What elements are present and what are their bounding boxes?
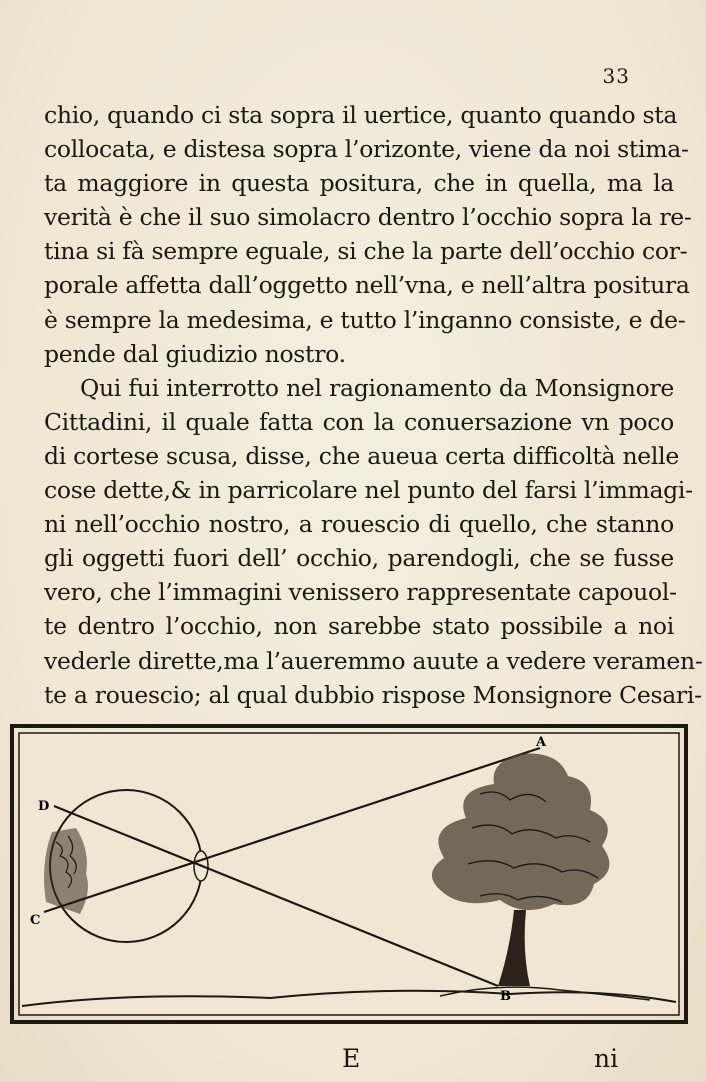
signature-mark: E [342,1044,361,1073]
text-line: cose dette,& in parricolare nel punto del farsi l’immagi- [44,476,693,505]
text-line: verità è che il suo simolacro dentro l’occhio sopra la re- [44,203,692,232]
text-line: vero, che l’immagini venissero rappresentate capouol- [44,578,677,607]
page-number: 33 [602,64,630,88]
text-line: pende dal giudizio nostro. [44,339,346,368]
text-line: chio, quando ci sta sopra il uertice, quanto quando sta [44,101,678,129]
text-line: Qui fui interrotto nel ragionamento da Monsignore [80,373,674,402]
text-line: te dentro l’occhio, non sarebbe stato possibile a noi [44,612,674,641]
label-c: C [30,913,41,928]
label-a: A [536,735,547,750]
text-line: è sempre la medesima, e tutto l’inganno consiste, e de- [44,305,686,334]
text-line: gli oggetti fuori dell’ occhio, parendogli, che se fusse [44,544,674,573]
body-text [44,98,703,712]
text-line: ni nell’occhio nostro, a rouescio di quello, che stanno [44,510,674,539]
text-line: di cortese scusa, disse, che aueua certa difficoltà nelle [44,441,679,470]
text-line: te a rouescio; al qual dubbio rispose Monsignore Cesari- [44,680,702,709]
woodcut-figure [10,724,688,1024]
label-d: D [38,799,50,814]
text-line: vederle dirette,ma l’aueremmo auute a vedere veramen- [44,646,703,675]
text-line: tina si fà sempre eguale, si che la parte dell’occhio cor- [44,237,688,266]
text-line: ta maggiore in questa positura, che in quella, ma la [44,169,674,198]
catchword: ni [594,1044,619,1073]
text-line: collocata, e distesa sopra l’orizonte, viene da noi stima- [44,135,689,164]
label-b: B [500,989,511,1004]
text-line: Cittadini, il quale fatta con la conuersazione vn poco [44,407,674,436]
text-line: porale affetta dall’oggetto nell’vna, e nell’altra positura [44,271,690,300]
